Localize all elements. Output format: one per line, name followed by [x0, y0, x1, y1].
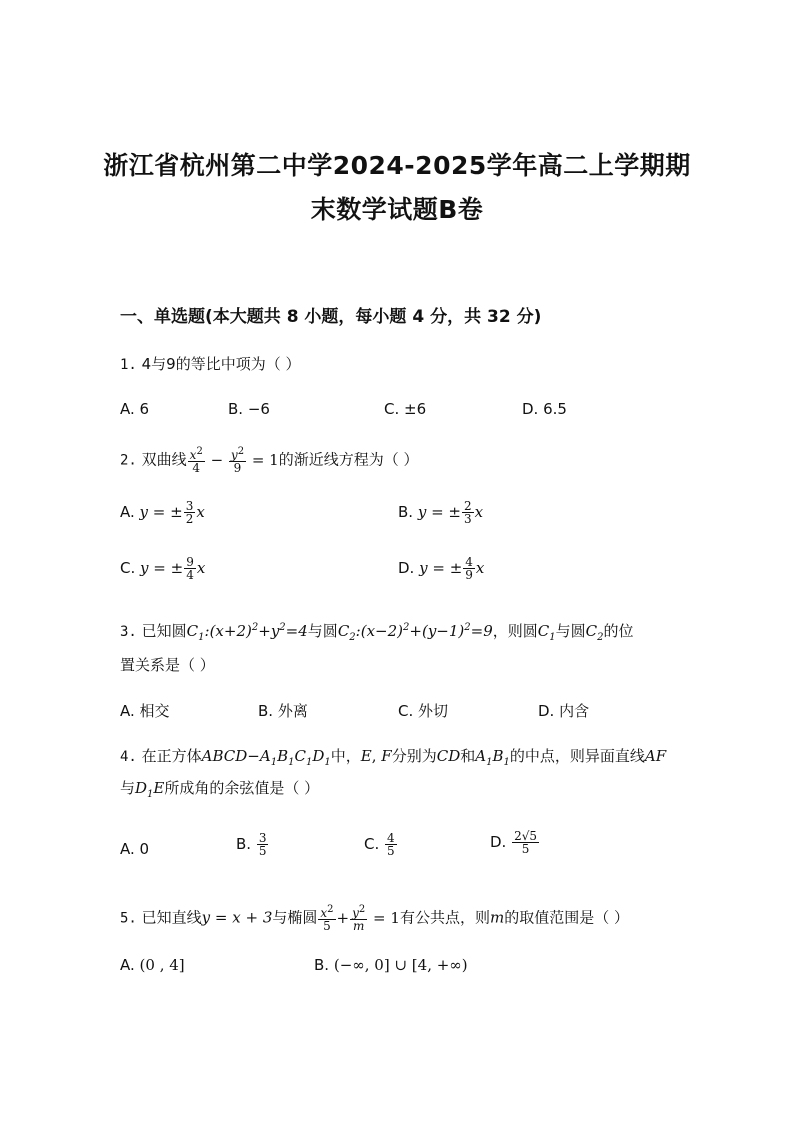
question-number: 3. — [120, 624, 137, 640]
stem-part: 在正方体 — [141, 747, 202, 765]
option-d: D. 6.5 — [522, 400, 567, 418]
option-b: B. 外离 — [258, 702, 308, 720]
stem-part: 的取值范围是（ ） — [504, 908, 629, 927]
stem-part: 与圆 — [555, 622, 586, 640]
stem-part: 和 — [460, 747, 476, 765]
option-c: C. $\frac{4}{5}$ — [364, 831, 395, 858]
stem-part: 中， — [330, 747, 361, 765]
question-5: 5. 已知直线y = x + 3与椭圆 $\frac{x^2}{5}$ + $\frac{y^2}{m}$ = 1有公共点，则m的取值范围是（ ） — [120, 904, 629, 933]
stem-part: 与 — [120, 779, 136, 797]
stem-part: 与椭圆 — [272, 908, 318, 927]
option-b: B. $\frac{3}{5}$ — [236, 831, 267, 858]
circle-c2-equation: $C_2:(x-2)^2+(y-1)^2=9$ — [337, 622, 493, 643]
hyperbola-equation: $\frac{x^2}{4}$ − $\frac{y^2}{9}$ = 1 — [189, 446, 279, 475]
question-stem-prefix: 双曲线 — [141, 450, 187, 469]
option-a: A. 0 — [120, 840, 150, 858]
option-c: C. y = ± $\frac{9}{4}$ x — [120, 555, 206, 582]
option-d: D. $\frac{2√5}{5}$ — [490, 829, 538, 856]
question-stem-suffix: 的渐近线方程为（ ） — [278, 450, 419, 469]
option-a: A. 6 — [120, 400, 150, 418]
option-c: C. 外切 — [398, 702, 449, 720]
section-heading: 一、单选题(本大题共 8 小题，每小题 4 分，共 32 分) — [120, 307, 542, 327]
question-number: 5. — [120, 910, 137, 927]
option-label: B. — [314, 956, 330, 974]
option-b: B. −6 — [228, 400, 270, 418]
stem-part: ，则圆 — [492, 622, 538, 640]
option-label: A. — [120, 956, 135, 974]
option-d: D. 内含 — [538, 702, 590, 720]
option-d: D. y = ± $\frac{4}{9}$ x — [398, 555, 485, 582]
stem-part: 与圆 — [307, 622, 338, 640]
option-label: B. — [398, 503, 414, 521]
option-label: A. — [120, 503, 135, 521]
question-4: 4. 在正方体$ABCD-A_1B_1C_1D_1$中，E, F分别为CD和$A_1B_1$的中点，则异面直线AF — [120, 747, 667, 768]
cube-name: $ABCD-A_1B_1C_1D_1$ — [201, 747, 331, 768]
option-c: C. ±6 — [384, 400, 427, 418]
option-label: D. — [398, 559, 415, 577]
option-a: A. 相交 — [120, 702, 170, 720]
option-label: C. — [364, 835, 380, 853]
ellipse-equation: $\frac{x^2}{5}$ + $\frac{y^2}{m}$ = 1 — [320, 904, 400, 933]
option-a: A. y = ± $\frac{3}{2}$ x — [120, 499, 205, 526]
question-3-line-2: 置关系是（ ） — [120, 656, 215, 674]
stem-part: 所成角的余弦值是（ ） — [164, 779, 320, 797]
stem-part: 有公共点，则 — [399, 908, 490, 927]
document-title-line-1: 浙江省杭州第二中学2024-2025学年高二上学期期 — [103, 151, 691, 180]
circle-c1-equation: $C_1:(x+2)^2+y^2=4$ — [186, 622, 308, 643]
stem-part: 已知直线 — [141, 908, 202, 927]
stem-part: 的中点，则异面直线 — [509, 747, 645, 765]
stem-part: 已知圆 — [141, 622, 187, 640]
option-b: B. (−∞, 0] ∪ [4, +∞) — [314, 956, 468, 974]
question-number: 2. — [120, 452, 137, 469]
option-a: A. (0 , 4] — [120, 956, 185, 974]
question-stem: 4与9的等比中项为（ ） — [141, 355, 301, 373]
option-label: D. — [490, 833, 507, 851]
question-1 — [120, 353, 301, 374]
option-label: B. — [236, 835, 252, 853]
question-4-line-2: 与$D_1E$所成角的余弦值是（ ） — [120, 779, 320, 800]
question-number: 1. — [120, 357, 137, 373]
document-title-line-2: 末数学试题B卷 — [310, 195, 484, 224]
option-b: B. y = ± $\frac{2}{3}$ x — [398, 499, 484, 526]
line-equation: y = x + 3 — [201, 908, 273, 927]
question-3: 3. 已知圆$C_1:(x+2)^2+y^2=4$与圆$C_2:(x-2)^2+(y-1)^2=9$，则圆$C_1$与圆$C_2$的位 — [120, 622, 634, 643]
question-2 — [120, 446, 419, 474]
stem-part: 分别为 — [391, 747, 437, 765]
option-label: C. — [120, 559, 136, 577]
question-number: 4. — [120, 749, 137, 765]
stem-part: 的位 — [603, 622, 634, 640]
